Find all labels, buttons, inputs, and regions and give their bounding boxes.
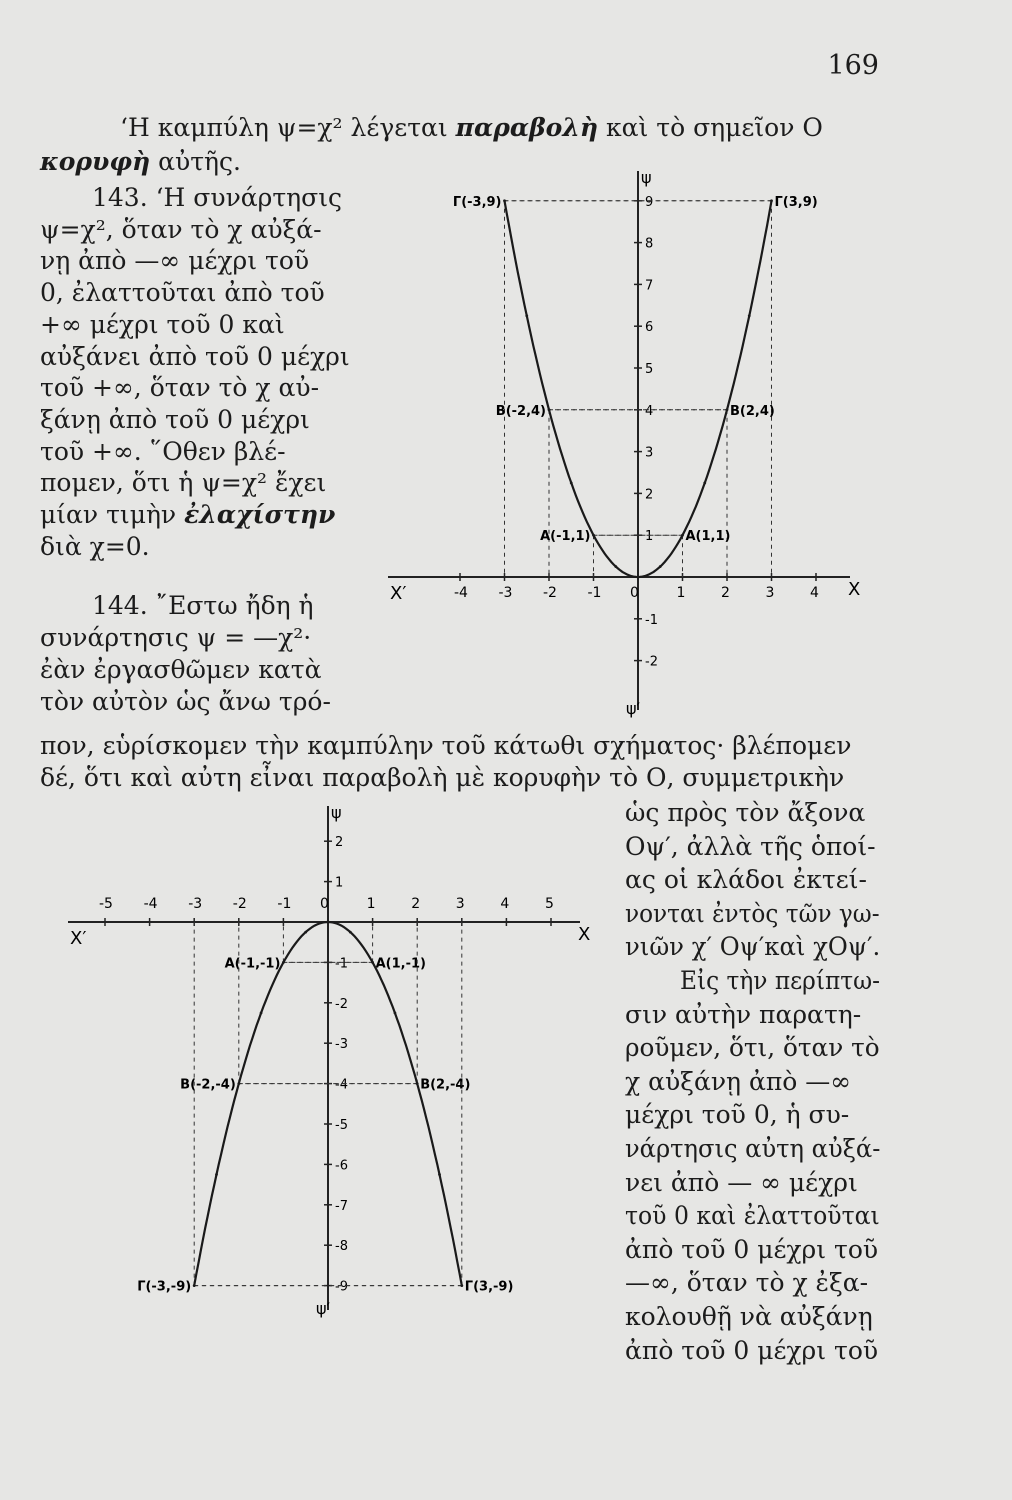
curve-point: [371, 961, 374, 964]
right-column-line: Εἰς τὴν περίπτω-: [680, 966, 880, 995]
curve-point: [703, 482, 706, 485]
text-run: ‘Η καμπύλη ψ=χ² λέγεται: [120, 113, 456, 142]
y-tick-label: 5: [645, 362, 654, 377]
curve-point: [460, 1284, 463, 1287]
intro-line: [40, 146, 241, 178]
text-run: καὶ τὸ σημεῖον Ο: [598, 113, 823, 142]
x-tick-label: 4: [500, 896, 510, 912]
curve-point: [304, 931, 307, 934]
parabola-downward-chart: [60, 800, 600, 1320]
y-tick-label: -7: [335, 1198, 348, 1214]
section-144-line: ἐὰν ἐργασθῶμεν κατὰ: [40, 655, 322, 684]
y-tick-label: -5: [335, 1118, 348, 1133]
section-143-line: +∞ μέχρι τοῦ 0 καὶ: [40, 309, 285, 339]
curve-point: [327, 921, 330, 924]
section-143-line: διὰ χ=0.: [40, 531, 150, 561]
x-axis-label: Χ: [848, 579, 861, 600]
x-tick-label: -2: [543, 585, 557, 601]
y-tick-label: -2: [645, 654, 658, 670]
section-144-line: δέ, ὅτι καὶ αὐτη εἶναι παραβολὴ μὲ κορυφὴν τὸ Ο, συμμετρικὴν: [40, 763, 845, 792]
curve-point: [394, 1012, 397, 1015]
emphasis-term: κορυφὴ: [40, 147, 151, 176]
section-143-line: [40, 499, 335, 531]
curve-point: [681, 534, 684, 537]
x-tick-label: -1: [277, 896, 292, 912]
curve-point: [592, 534, 595, 537]
parabola-upward-chart: [380, 165, 870, 720]
y-tick-label: -8: [335, 1239, 348, 1255]
y-axis-label: ψ: [331, 803, 342, 822]
x-tick-label: -2: [232, 896, 247, 912]
text-run: αὐτῆς.: [150, 147, 241, 176]
emphasis-term: ἐλαχίστην: [184, 500, 336, 529]
y-tick-label: -1: [645, 612, 658, 628]
curve-point: [570, 482, 573, 485]
x-tick-label: 5: [545, 896, 554, 912]
right-column-line: μέχρι τοῦ 0, ἡ συ-: [625, 1100, 850, 1130]
section-144-line: 144. ῎Εστω ἤδη ἡ: [92, 591, 314, 620]
x-tick-label: 1: [676, 585, 686, 601]
section-144-line: πον, εὑρίσκομεν τὴν καμπύλην τοῦ κάτωθι σχήματος· βλέπομεν: [40, 731, 852, 760]
emphasis-term: παραβολὴ: [455, 113, 599, 142]
right-column-line: νονται ἐντὸς τῶν γω-: [625, 898, 880, 928]
x-axis-neg-label: Χ′: [70, 928, 87, 949]
right-column-line: νει ἀπὸ — ∞ μέχρι: [625, 1167, 858, 1197]
curve-point: [438, 1173, 441, 1176]
section-143-line: αὐξάνει ἀπὸ τοῦ 0 μέχρι: [40, 341, 350, 371]
right-column-line: νάρτησις αὐτη αὐξά-: [625, 1134, 881, 1163]
y-tick-label: 7: [645, 278, 654, 294]
section-143-line: ψ=χ², ὅταν τὸ χ αὐξά-: [40, 214, 322, 244]
y-tick-label: -9: [335, 1279, 348, 1295]
curve-point: [637, 576, 640, 579]
right-column-line: χ αὐξάνῃ ἀπὸ —∞: [625, 1066, 852, 1096]
y-axis-label: ψ: [641, 168, 652, 187]
y-tick-label: 8: [645, 236, 654, 252]
x-axis-neg-label: Χ′: [390, 583, 407, 604]
curve-point: [237, 1082, 240, 1085]
curve-point: [726, 408, 729, 411]
point-label: Β(2,-4): [420, 1077, 471, 1093]
section-143-line: τοῦ +∞, ὅταν τὸ χ αὐ-: [40, 373, 320, 403]
section-143-line: νῃ ἀπὸ —∞ μέχρι τοῦ: [40, 246, 310, 276]
x-tick-label: -4: [454, 585, 468, 601]
x-tick-label: 0: [320, 896, 329, 912]
right-column-line: ὡς πρὸς τὸν ἄξονα: [625, 798, 866, 827]
y-tick-label: 6: [645, 320, 654, 336]
point-label: Γ(-3,-9): [137, 1279, 192, 1295]
section-144-line: συνάρτησις ψ = —χ²·: [40, 623, 312, 652]
right-column-line: νιῶν χ′ Οψ′καὶ χΟψ′.: [625, 932, 881, 962]
point-label: Γ(3,-9): [464, 1279, 514, 1295]
right-column-line: σιν αὐτὴν παρατη-: [625, 999, 862, 1029]
section-143-line: πομεν, ὅτι ἡ ψ=χ² ἔχει: [40, 468, 327, 498]
point-label: Β(-2,4): [495, 403, 546, 419]
point-label: Α(1,1): [685, 529, 731, 545]
y-tick-label: 3: [645, 445, 654, 461]
y-tick-label: 1: [335, 875, 344, 891]
x-tick-label: 2: [721, 585, 730, 601]
x-tick-label: 3: [455, 896, 465, 912]
curve-point: [349, 931, 352, 934]
right-column-line: ροῦμεν, ὅτι, ὅταν τὸ: [625, 1033, 880, 1063]
x-tick-label: -3: [188, 896, 203, 912]
x-tick-label: 4: [810, 585, 819, 601]
y-tick-label: 2: [335, 835, 344, 851]
section-143-line: 143. ‘Η συνάρτησις: [92, 183, 343, 212]
section-143-line: 0, ἐλαττοῦται ἀπὸ τοῦ: [40, 278, 325, 308]
y-axis-neg-label: ψ′: [316, 1299, 331, 1318]
y-tick-label: 2: [645, 487, 654, 503]
section-144-line: τὸν αὐτὸν ὡς ἄνω τρό-: [40, 687, 331, 716]
point-label: Α(1,-1): [375, 956, 426, 972]
right-column-line: ἀπὸ τοῦ 0 μέχρι τοῦ: [625, 1335, 879, 1365]
y-tick-label: -4: [335, 1077, 348, 1093]
curve-point: [614, 565, 617, 568]
right-column-line: —∞, ὅταν τὸ χ ἐξα-: [625, 1268, 869, 1298]
right-column-line: ας οἱ κλάδοι ἐκτεί-: [625, 865, 867, 895]
right-column-line: τοῦ 0 καὶ ἐλαττοῦται: [625, 1201, 880, 1231]
curve-point: [282, 961, 285, 964]
x-tick-label: -3: [498, 585, 513, 601]
x-tick-label: -4: [143, 896, 158, 912]
text-run: μίαν τιμὴν: [40, 500, 185, 529]
y-tick-label: -6: [335, 1158, 348, 1174]
right-column-line: ἀπὸ τοῦ 0 μέχρι τοῦ: [625, 1234, 879, 1264]
section-143-line: τοῦ +∞. ῞Οθεν βλέ-: [40, 436, 286, 466]
x-tick-label: -5: [99, 896, 113, 912]
y-tick-label: 4: [645, 403, 654, 419]
x-tick-label: 1: [366, 896, 376, 912]
point-label: Γ(-3,9): [452, 194, 502, 210]
y-tick-label: -1: [335, 956, 348, 972]
y-tick-label: 9: [645, 194, 654, 210]
curve-point: [770, 199, 773, 202]
x-tick-label: -1: [587, 585, 602, 601]
point-label: Α(-1,-1): [224, 956, 281, 972]
curve-point: [659, 565, 662, 568]
curve-point: [215, 1173, 218, 1176]
x-axis-label: Χ: [578, 924, 591, 945]
curve-point: [503, 199, 506, 202]
curve-point: [416, 1082, 419, 1085]
right-column-line: κολουθῇ νὰ αὐξάνῃ: [625, 1302, 873, 1331]
curve-point: [193, 1284, 196, 1287]
point-label: Α(-1,1): [540, 529, 591, 545]
y-tick-label: 1: [645, 529, 654, 545]
curve-point: [260, 1012, 263, 1015]
section-143-line: ξάνῃ ἀπὸ τοῦ 0 μέχρι: [40, 404, 310, 434]
curve-point: [548, 408, 551, 411]
point-label: Β(2,4): [730, 403, 775, 419]
y-tick-label: -2: [335, 996, 348, 1012]
y-tick-label: -3: [335, 1037, 348, 1053]
curve-point: [525, 314, 528, 317]
page-number: 169: [827, 50, 879, 81]
point-label: Γ(3,9): [774, 194, 818, 210]
curve-point: [748, 314, 751, 317]
point-label: Β(-2,-4): [180, 1077, 236, 1093]
intro-line: [120, 112, 823, 144]
y-axis-neg-label: ψ′: [626, 699, 641, 718]
x-tick-label: 0: [630, 585, 639, 601]
right-column-line: Οψ′, ἀλλὰ τῆς ὁποί-: [625, 831, 876, 861]
x-tick-label: 2: [411, 896, 421, 912]
x-tick-label: 3: [765, 585, 775, 601]
